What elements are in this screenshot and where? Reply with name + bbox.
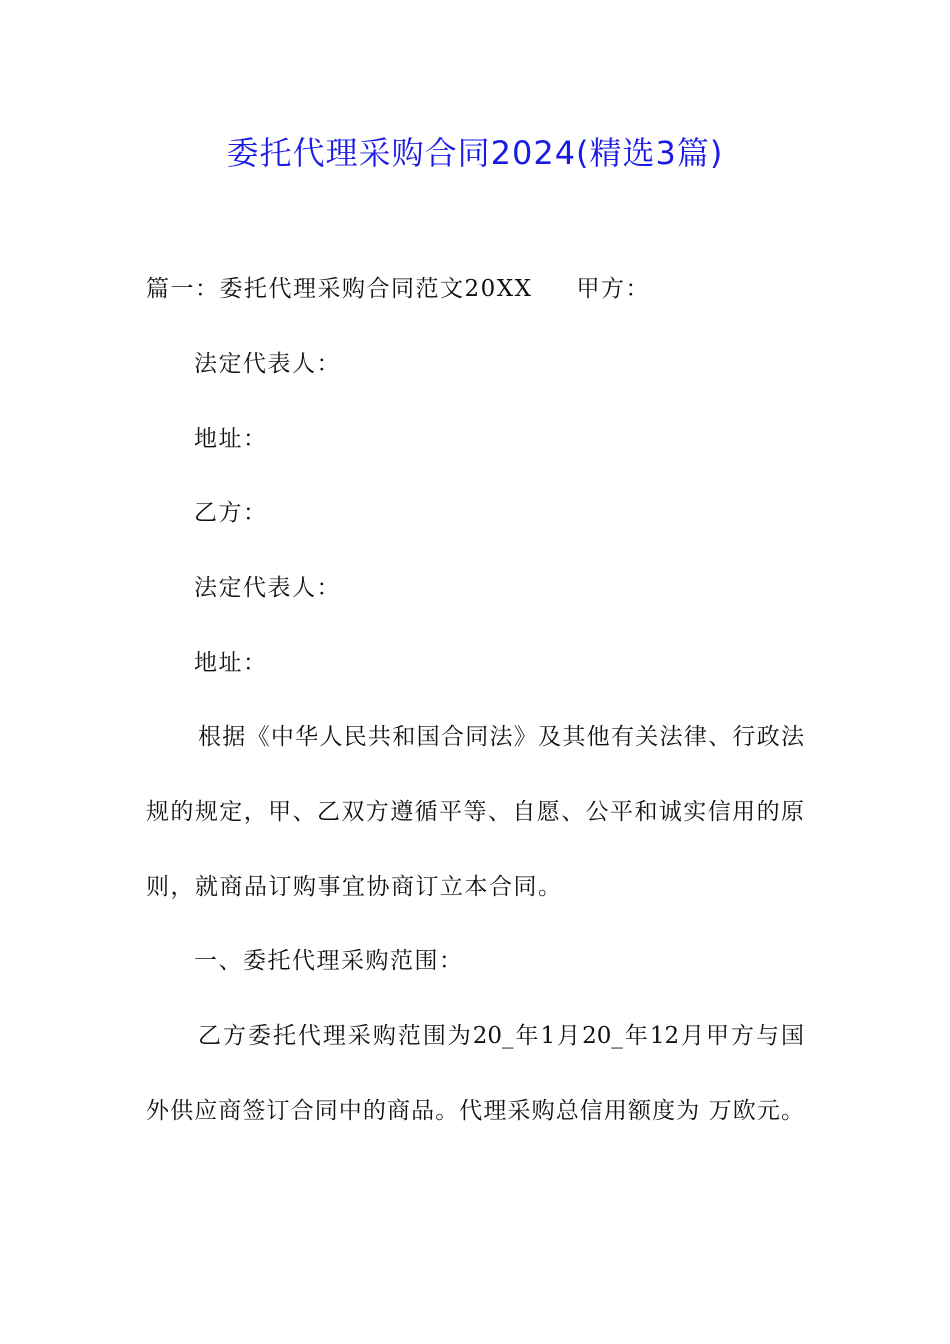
paragraph-2-line-2: 外供应商签订合同中的商品。代理采购总信用额度为 万欧元。 — [146, 1098, 804, 1124]
paragraph-1-line-2: 规的规定，甲、乙双方遵循平等、自愿、公平和诚实信用的原 — [146, 799, 804, 825]
party-a-address: 地址： — [194, 426, 268, 452]
section-1-heading: 一、委托代理采购范围： — [194, 948, 464, 974]
party-b-representative: 法定代表人： — [194, 575, 341, 601]
party-b-label: 乙方： — [194, 500, 268, 526]
heading-part1: 篇一：委托代理采购合同范文20XX — [146, 276, 533, 302]
paragraph-2-line-1: 乙方委托代理采购范围为20_年1月20_年12月甲方与国 — [198, 1023, 804, 1049]
paragraph-1-line-3: 则，就商品订购事宜协商订立本合同。 — [146, 874, 563, 900]
heading-line — [146, 270, 650, 303]
document-title: 委托代理采购合同2024(精选3篇) — [226, 134, 724, 172]
paragraph-1-line-1: 根据《中华人民共和国合同法》及其他有关法律、行政法 — [198, 724, 804, 750]
party-b-address: 地址： — [194, 650, 268, 676]
party-a-representative: 法定代表人： — [194, 351, 341, 377]
party-a-label: 甲方： — [576, 276, 651, 302]
